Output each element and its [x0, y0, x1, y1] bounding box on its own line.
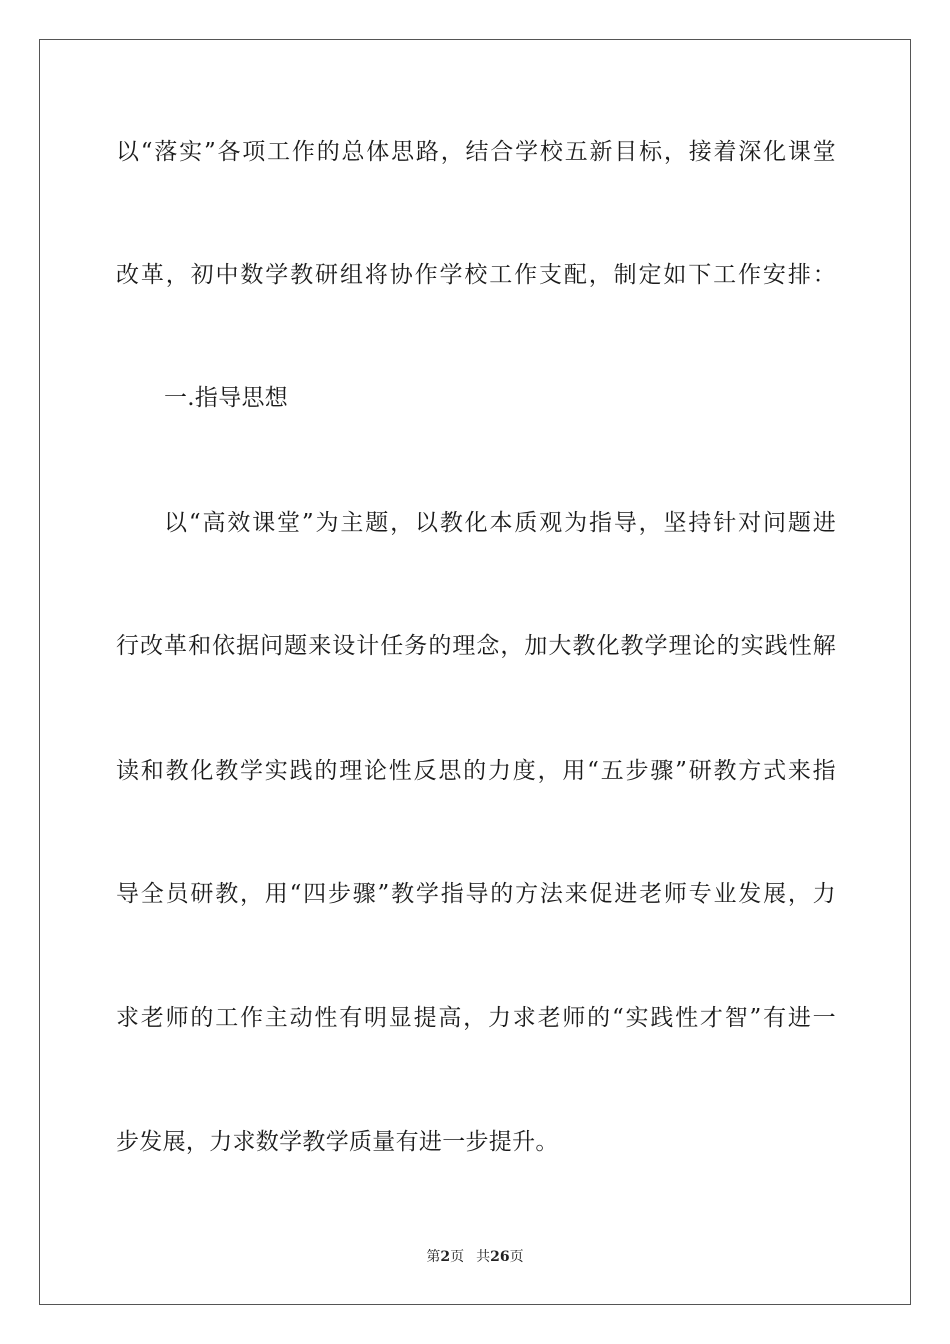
body-text-line-6: 导全员研教，用“四步骤”教学指导的方法来促进老师专业发展，力	[116, 881, 836, 907]
body-text-line-4: 行改革和依据问题来设计任务的理念，加大教化教学理论的实践性解	[116, 633, 836, 659]
page-border	[39, 39, 911, 1305]
body-text-line-2: 改革，初中数学教研组将协作学校工作支配，制定如下工作安排：	[116, 262, 836, 288]
body-text-line-8: 步发展，力求数学教学质量有进一步提升。	[116, 1129, 559, 1155]
total-label-prefix: 共	[476, 1249, 491, 1265]
total-pages: 26	[490, 1249, 510, 1265]
body-text-line-7: 求老师的工作主动性有明显提高，力求老师的“实践性才智”有进一	[116, 1005, 836, 1031]
section-heading-guiding-ideology: 一.指导思想	[164, 385, 289, 411]
body-text-line-3: 以“高效课堂”为主题，以教化本质观为指导，坚持针对问题进	[164, 510, 836, 536]
page-number: 2	[440, 1249, 451, 1265]
body-text-line-5: 读和教化教学实践的理论性反思的力度，用“五步骤”研教方式来指	[116, 758, 836, 784]
body-text-line-1: 以“落实”各项工作的总体思路，结合学校五新目标，接着深化课堂	[116, 139, 836, 165]
page-label-suffix: 页	[450, 1249, 465, 1265]
page-footer	[0, 1248, 950, 1266]
total-label-suffix: 页	[509, 1249, 524, 1265]
page-label-prefix: 第	[426, 1249, 441, 1265]
